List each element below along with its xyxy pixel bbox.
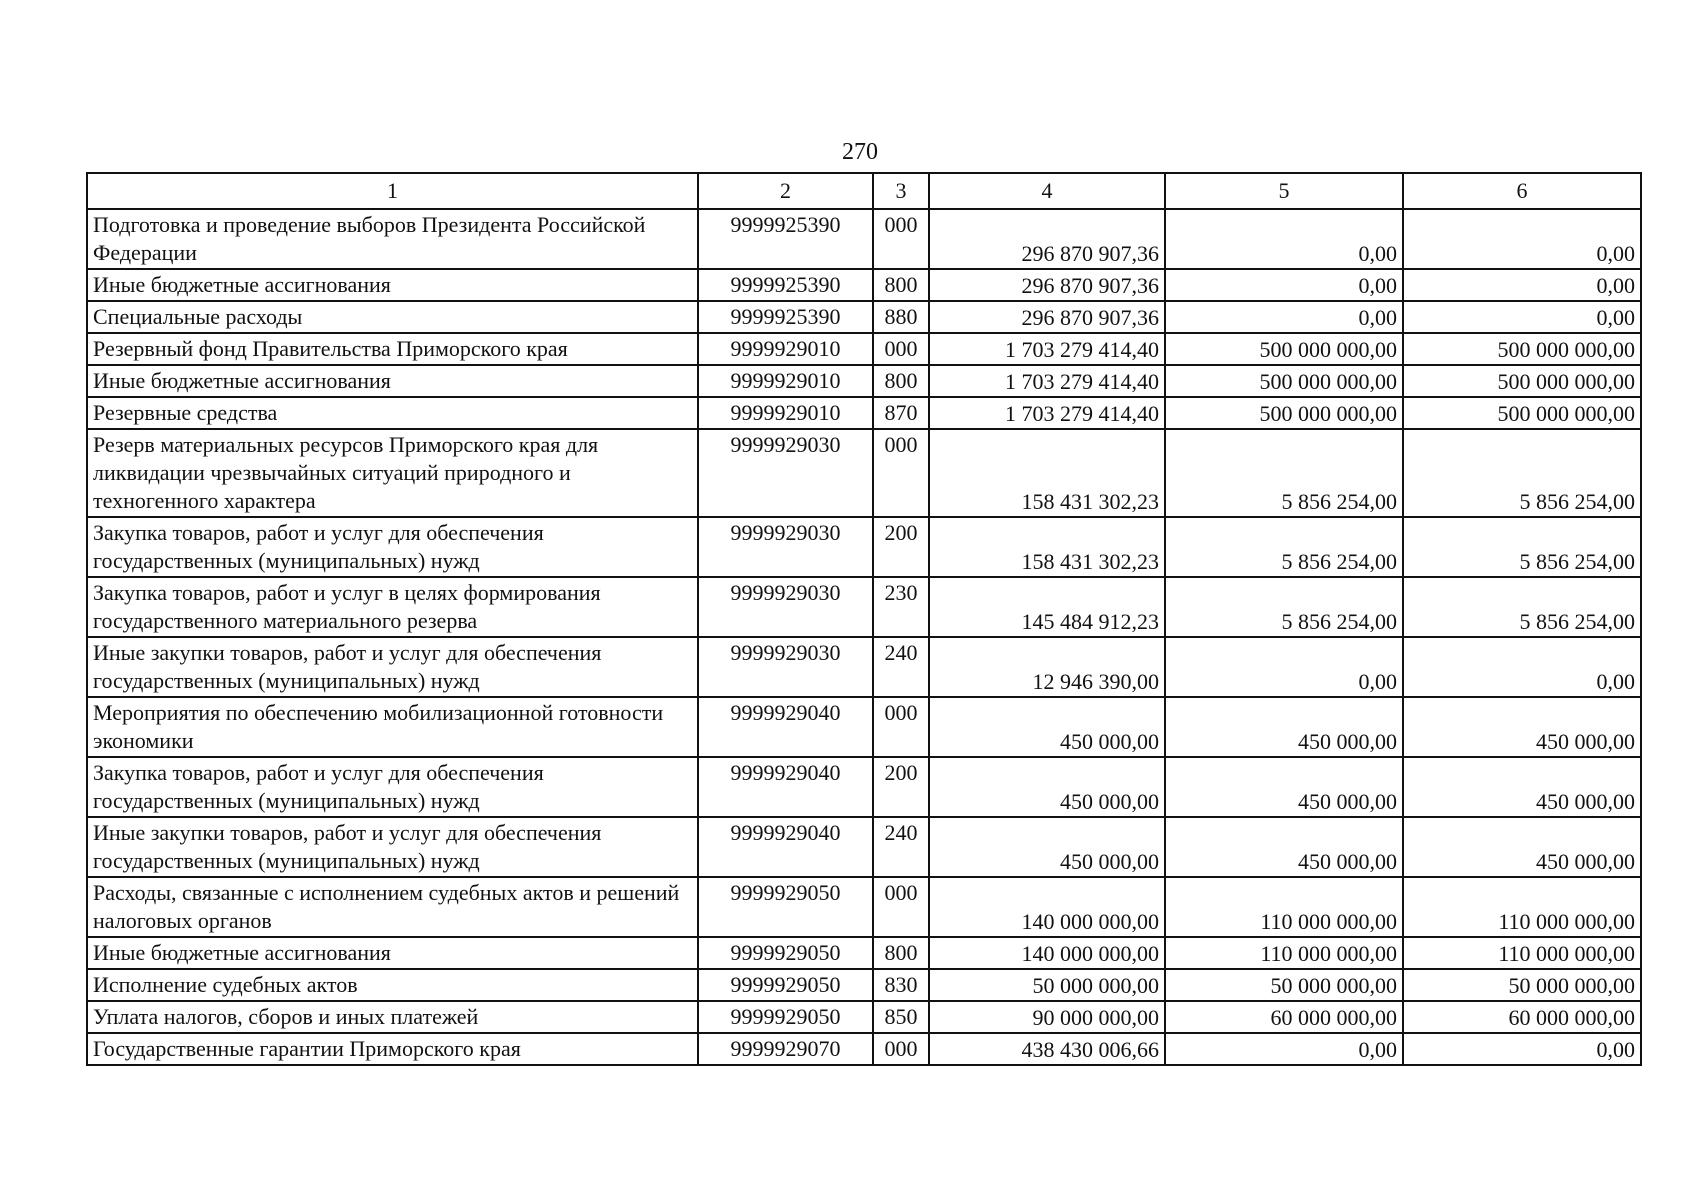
table-row [87, 697, 1641, 757]
table-row [87, 209, 1641, 269]
row-value-4-cell: 145 484 912,23 [929, 577, 1165, 637]
row-value-6-cell: 5 856 254,00 [1403, 429, 1641, 517]
table-row [87, 757, 1641, 817]
row-type-cell: 230 [873, 577, 929, 637]
row-type-cell: 870 [873, 397, 929, 429]
row-name-cell: Закупка товаров, работ и услуг для обеспечения государственных (муниципальных) нужд [87, 757, 698, 817]
table-row [87, 269, 1641, 301]
row-value-6-cell: 5 856 254,00 [1403, 517, 1641, 577]
row-value-6-cell: 450 000,00 [1403, 817, 1641, 877]
header-cell-2: 2 [698, 173, 873, 209]
row-type-cell: 000 [873, 429, 929, 517]
row-value-6-cell: 110 000 000,00 [1403, 937, 1641, 969]
header-cell-4: 4 [929, 173, 1165, 209]
row-value-4-cell: 450 000,00 [929, 757, 1165, 817]
row-code-cell: 9999929050 [698, 877, 873, 937]
table-row [87, 365, 1641, 397]
row-value-4-cell: 158 431 302,23 [929, 517, 1165, 577]
row-type-cell: 800 [873, 269, 929, 301]
row-type-cell: 800 [873, 365, 929, 397]
row-value-4-cell: 140 000 000,00 [929, 937, 1165, 969]
header-cell-3: 3 [873, 173, 929, 209]
row-name-cell: Подготовка и проведение выборов Президента Российской Федерации [87, 209, 698, 269]
row-code-cell: 9999929010 [698, 397, 873, 429]
table-row [87, 969, 1641, 1001]
row-type-cell: 000 [873, 697, 929, 757]
row-name-cell: Иные закупки товаров, работ и услуг для обеспечения государственных (муниципальных) нужд [87, 637, 698, 697]
row-value-5-cell: 5 856 254,00 [1165, 577, 1403, 637]
row-type-cell: 000 [873, 877, 929, 937]
row-value-5-cell: 0,00 [1165, 209, 1403, 269]
row-value-5-cell: 0,00 [1165, 637, 1403, 697]
header-cell-5: 5 [1165, 173, 1403, 209]
header-cell-6: 6 [1403, 173, 1641, 209]
row-code-cell: 9999929050 [698, 969, 873, 1001]
row-value-5-cell: 450 000,00 [1165, 697, 1403, 757]
page-number: 270 [842, 139, 878, 165]
row-value-5-cell: 5 856 254,00 [1165, 429, 1403, 517]
row-type-cell: 000 [873, 209, 929, 269]
row-code-cell: 9999929030 [698, 429, 873, 517]
row-value-4-cell: 296 870 907,36 [929, 209, 1165, 269]
row-value-6-cell: 5 856 254,00 [1403, 577, 1641, 637]
row-type-cell: 000 [873, 1033, 929, 1065]
row-value-5-cell: 500 000 000,00 [1165, 333, 1403, 365]
row-value-6-cell: 0,00 [1403, 637, 1641, 697]
row-type-cell: 800 [873, 937, 929, 969]
row-name-cell: Специальные расходы [87, 301, 698, 333]
row-type-cell: 000 [873, 333, 929, 365]
row-name-cell: Мероприятия по обеспечению мобилизационной готовности экономики [87, 697, 698, 757]
row-value-6-cell: 500 000 000,00 [1403, 365, 1641, 397]
row-value-4-cell: 450 000,00 [929, 697, 1165, 757]
row-name-cell: Иные бюджетные ассигнования [87, 365, 698, 397]
row-value-6-cell: 500 000 000,00 [1403, 397, 1641, 429]
row-value-5-cell: 500 000 000,00 [1165, 365, 1403, 397]
row-value-4-cell: 438 430 006,66 [929, 1033, 1165, 1065]
row-name-cell: Иные закупки товаров, работ и услуг для обеспечения государственных (муниципальных) нужд [87, 817, 698, 877]
row-code-cell: 9999929040 [698, 817, 873, 877]
budget-table [86, 172, 1642, 1066]
row-type-cell: 880 [873, 301, 929, 333]
row-value-6-cell: 450 000,00 [1403, 697, 1641, 757]
row-code-cell: 9999929030 [698, 577, 873, 637]
row-name-cell: Государственные гарантии Приморского края [87, 1033, 698, 1065]
row-value-5-cell: 450 000,00 [1165, 757, 1403, 817]
row-value-5-cell: 500 000 000,00 [1165, 397, 1403, 429]
table-row [87, 1001, 1641, 1033]
row-value-4-cell: 296 870 907,36 [929, 269, 1165, 301]
row-value-6-cell: 0,00 [1403, 269, 1641, 301]
row-name-cell: Иные бюджетные ассигнования [87, 937, 698, 969]
row-value-4-cell: 12 946 390,00 [929, 637, 1165, 697]
table-row [87, 577, 1641, 637]
row-type-cell: 830 [873, 969, 929, 1001]
row-value-5-cell: 110 000 000,00 [1165, 877, 1403, 937]
row-code-cell: 9999925390 [698, 209, 873, 269]
row-name-cell: Резервные средства [87, 397, 698, 429]
table-header-row [87, 173, 1641, 209]
row-value-5-cell: 110 000 000,00 [1165, 937, 1403, 969]
table-row [87, 301, 1641, 333]
row-value-6-cell: 0,00 [1403, 301, 1641, 333]
row-name-cell: Иные бюджетные ассигнования [87, 269, 698, 301]
row-name-cell: Закупка товаров, работ и услуг для обеспечения государственных (муниципальных) нужд [87, 517, 698, 577]
row-type-cell: 240 [873, 817, 929, 877]
row-value-4-cell: 296 870 907,36 [929, 301, 1165, 333]
header-cell-1: 1 [87, 173, 698, 209]
row-name-cell: Резервный фонд Правительства Приморского края [87, 333, 698, 365]
row-value-5-cell: 5 856 254,00 [1165, 517, 1403, 577]
row-type-cell: 200 [873, 517, 929, 577]
row-value-6-cell: 110 000 000,00 [1403, 877, 1641, 937]
row-code-cell: 9999929050 [698, 1001, 873, 1033]
row-code-cell: 9999929050 [698, 937, 873, 969]
row-code-cell: 9999929010 [698, 365, 873, 397]
row-value-5-cell: 50 000 000,00 [1165, 969, 1403, 1001]
table-row [87, 637, 1641, 697]
row-value-4-cell: 158 431 302,23 [929, 429, 1165, 517]
row-code-cell: 9999929040 [698, 697, 873, 757]
row-name-cell: Расходы, связанные с исполнением судебных актов и решений налоговых органов [87, 877, 698, 937]
row-code-cell: 9999929040 [698, 757, 873, 817]
row-value-4-cell: 1 703 279 414,40 [929, 365, 1165, 397]
row-value-5-cell: 60 000 000,00 [1165, 1001, 1403, 1033]
row-code-cell: 9999929030 [698, 637, 873, 697]
row-code-cell: 9999929010 [698, 333, 873, 365]
table-row [87, 333, 1641, 365]
row-value-4-cell: 1 703 279 414,40 [929, 397, 1165, 429]
row-name-cell: Закупка товаров, работ и услуг в целях формирования государственного материального резерва [87, 577, 698, 637]
row-value-4-cell: 140 000 000,00 [929, 877, 1165, 937]
row-value-5-cell: 0,00 [1165, 1033, 1403, 1065]
row-value-5-cell: 450 000,00 [1165, 817, 1403, 877]
row-code-cell: 9999925390 [698, 269, 873, 301]
row-value-6-cell: 60 000 000,00 [1403, 1001, 1641, 1033]
row-value-6-cell: 50 000 000,00 [1403, 969, 1641, 1001]
row-value-6-cell: 500 000 000,00 [1403, 333, 1641, 365]
row-type-cell: 850 [873, 1001, 929, 1033]
row-value-4-cell: 90 000 000,00 [929, 1001, 1165, 1033]
row-type-cell: 200 [873, 757, 929, 817]
row-type-cell: 240 [873, 637, 929, 697]
row-value-4-cell: 450 000,00 [929, 817, 1165, 877]
row-code-cell: 9999929070 [698, 1033, 873, 1065]
row-name-cell: Уплата налогов, сборов и иных платежей [87, 1001, 698, 1033]
table-row [87, 429, 1641, 517]
row-value-4-cell: 1 703 279 414,40 [929, 333, 1165, 365]
row-value-6-cell: 0,00 [1403, 1033, 1641, 1065]
row-name-cell: Исполнение судебных актов [87, 969, 698, 1001]
table-row [87, 397, 1641, 429]
table-row [87, 817, 1641, 877]
table-row [87, 937, 1641, 969]
row-code-cell: 9999925390 [698, 301, 873, 333]
table-row [87, 877, 1641, 937]
row-value-4-cell: 50 000 000,00 [929, 969, 1165, 1001]
row-value-5-cell: 0,00 [1165, 301, 1403, 333]
table-row [87, 1033, 1641, 1065]
row-value-6-cell: 0,00 [1403, 209, 1641, 269]
row-name-cell: Резерв материальных ресурсов Приморского края для ликвидации чрезвычайных ситуаций природного и техногенного характера [87, 429, 698, 517]
row-code-cell: 9999929030 [698, 517, 873, 577]
row-value-5-cell: 0,00 [1165, 269, 1403, 301]
row-value-6-cell: 450 000,00 [1403, 757, 1641, 817]
table-row [87, 517, 1641, 577]
